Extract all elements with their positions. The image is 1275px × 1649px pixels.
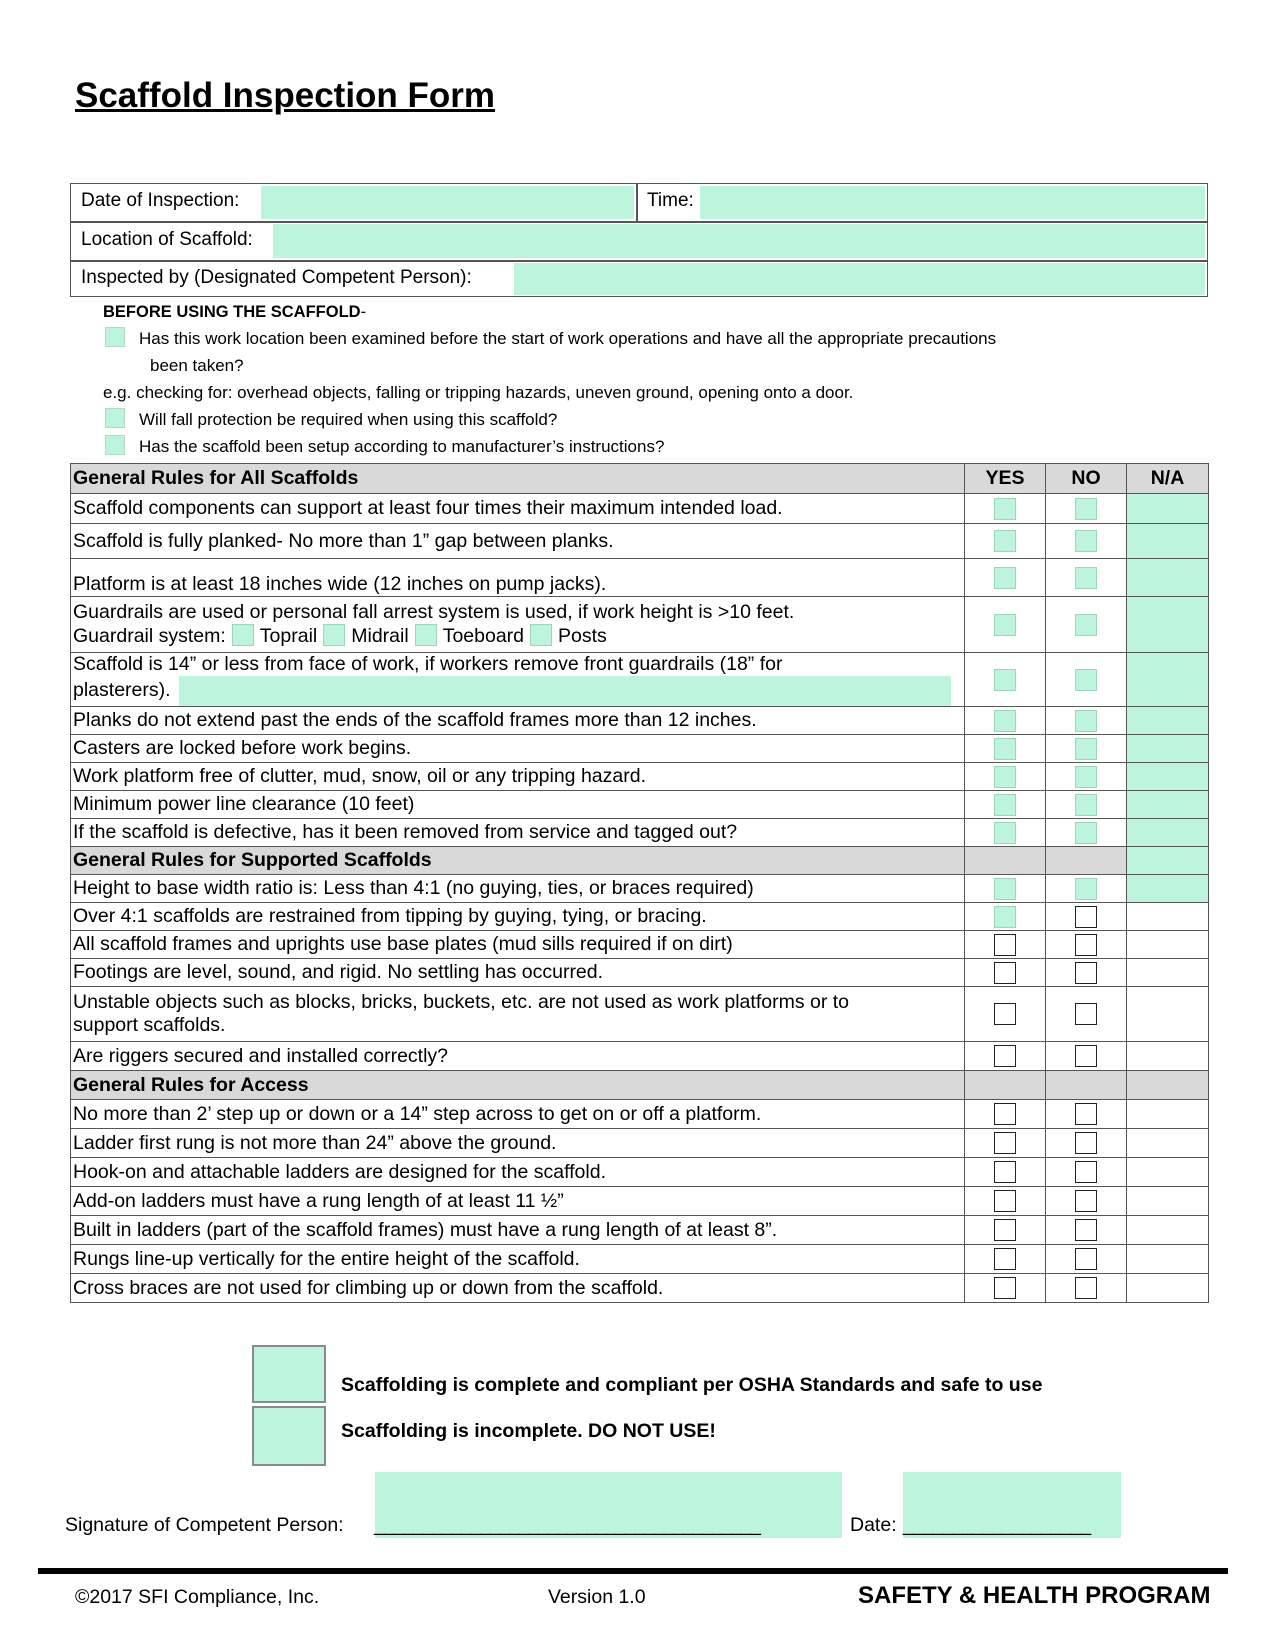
face-of-work-line2-wrap <box>73 676 962 706</box>
yes-checkbox[interactable] <box>994 1045 1016 1067</box>
date-line: ___________________ <box>903 1514 1091 1536</box>
table-row <box>71 819 1209 847</box>
na-cell[interactable] <box>1127 1042 1209 1071</box>
footer-version: Version 1.0 <box>548 1586 646 1608</box>
no-checkbox[interactable] <box>1075 962 1097 984</box>
row-label: Scaffold components can support at least four times their maximum intended load. <box>71 494 965 524</box>
col-yes: YES <box>965 464 1046 494</box>
inspector-label: Inspected by (Designated Competent Person): <box>81 267 472 288</box>
na-field[interactable] <box>1127 707 1209 735</box>
no-checkbox[interactable] <box>1075 794 1097 816</box>
page-title: Scaffold Inspection Form <box>75 76 496 115</box>
col-no: NO <box>1046 464 1127 494</box>
incomplete-checkbox[interactable] <box>252 1406 326 1466</box>
yes-checkbox[interactable] <box>994 1219 1016 1241</box>
na-cell[interactable] <box>1127 959 1209 987</box>
table-row <box>71 791 1209 819</box>
table-row <box>71 1216 1209 1245</box>
row-label: Built in ladders (part of the scaffold frames) must have a rung length of at least 8”. <box>71 1216 965 1245</box>
na-field[interactable] <box>1127 847 1209 875</box>
yes-checkbox[interactable] <box>994 614 1016 636</box>
section-access-heading: General Rules for Access <box>71 1071 965 1100</box>
row-label: Add-on ladders must have a rung length of at least 11 ½” <box>71 1187 965 1216</box>
footer-rule <box>38 1568 1228 1574</box>
no-checkbox[interactable] <box>1075 498 1097 520</box>
yes-checkbox[interactable] <box>994 669 1016 691</box>
section-row <box>71 1071 1209 1100</box>
yes-checkbox[interactable] <box>994 1132 1016 1154</box>
before-example: e.g. checking for: overhead objects, falling or tripping hazards, uneven ground, opening onto a door. <box>103 383 854 402</box>
yes-checkbox[interactable] <box>994 1161 1016 1183</box>
yes-checkbox[interactable] <box>994 738 1016 760</box>
midrail-checkbox[interactable] <box>323 624 345 646</box>
unstable-line1: Unstable objects such as blocks, bricks, buckets, etc. are not used as work platforms or to <box>73 991 850 1013</box>
toprail-checkbox[interactable] <box>232 624 254 646</box>
yes-checkbox[interactable] <box>994 530 1016 552</box>
date-label-bottom: Date: <box>850 1514 897 1536</box>
row-label: Height to base width ratio is: Less than 4:1 (no guying, ties, or braces required) <box>71 875 965 903</box>
table-row <box>71 1100 1209 1129</box>
no-checkbox[interactable] <box>1075 878 1097 900</box>
row-label: Are riggers secured and installed correctly? <box>71 1042 965 1071</box>
na-cell[interactable] <box>1127 987 1209 1042</box>
na-field[interactable] <box>1127 524 1209 559</box>
no-checkbox[interactable] <box>1075 1045 1097 1067</box>
table-row <box>71 707 1209 735</box>
guardrail-system-options <box>73 624 962 648</box>
table-row <box>71 1274 1209 1303</box>
table-row <box>71 1245 1209 1274</box>
date-label: Date of Inspection: <box>81 190 240 211</box>
na-cell[interactable] <box>1127 903 1209 931</box>
yes-checkbox[interactable] <box>994 794 1016 816</box>
no-checkbox[interactable] <box>1075 567 1097 589</box>
yes-checkbox[interactable] <box>994 766 1016 788</box>
row-label: Casters are locked before work begins. <box>71 735 965 763</box>
na-field[interactable] <box>1127 559 1209 597</box>
guardrail-line1: Guardrails are used or personal fall arrest system is used, if work height is >10 feet. <box>73 601 795 623</box>
before-q3: Has the scaffold been setup according to manufacturer’s instructions? <box>139 437 665 456</box>
no-checkbox[interactable] <box>1075 1103 1097 1125</box>
time-label: Time: <box>647 190 694 211</box>
time-field[interactable] <box>700 186 1205 219</box>
no-checkbox[interactable] <box>1075 1161 1097 1183</box>
midrail-label: Midrail <box>351 625 409 647</box>
footer-copyright: ©2017 SFI Compliance, Inc. <box>75 1586 320 1608</box>
table-row <box>71 597 1209 653</box>
location-label: Location of Scaffold: <box>81 229 253 250</box>
table-row <box>71 1042 1209 1071</box>
row-label: If the scaffold is defective, has it been removed from service and tagged out? <box>71 819 965 847</box>
face-of-work-line2: plasterers). <box>73 679 171 702</box>
row-label: Planks do not extend past the ends of the scaffold frames more than 12 inches. <box>71 707 965 735</box>
section-general-heading: General Rules for All Scaffolds <box>71 464 965 494</box>
table-row <box>71 1187 1209 1216</box>
table-row <box>71 735 1209 763</box>
na-cell[interactable] <box>1127 1216 1209 1245</box>
yes-checkbox[interactable] <box>994 1103 1016 1125</box>
no-checkbox[interactable] <box>1075 1132 1097 1154</box>
na-cell[interactable] <box>1127 931 1209 959</box>
no-checkbox[interactable] <box>1075 766 1097 788</box>
na-cell[interactable] <box>1127 1100 1209 1129</box>
na-field[interactable] <box>1127 763 1209 791</box>
na-field[interactable] <box>1127 494 1209 524</box>
yes-checkbox[interactable] <box>994 878 1016 900</box>
yes-checkbox[interactable] <box>994 710 1016 732</box>
checklist-table <box>70 463 1209 1303</box>
na-field[interactable] <box>1127 735 1209 763</box>
table-row <box>71 763 1209 791</box>
before-q3-checkbox[interactable] <box>105 435 125 455</box>
row-label: All scaffold frames and uprights use base plates (mud sills required if on dirt) <box>71 931 965 959</box>
footer-program: SAFETY & HEALTH PROGRAM <box>858 1582 1211 1609</box>
na-cell[interactable] <box>1127 1245 1209 1274</box>
table-row <box>71 931 1209 959</box>
guardrail-system-label: Guardrail system: <box>73 625 226 647</box>
table-row <box>71 987 1209 1042</box>
table-row <box>71 903 1209 931</box>
col-na: N/A <box>1127 464 1209 494</box>
row-label: Work platform free of clutter, mud, snow, oil or any tripping hazard. <box>71 763 965 791</box>
signature-label: Signature of Competent Person: <box>65 1514 344 1536</box>
yes-checkbox[interactable] <box>994 906 1016 928</box>
posts-checkbox[interactable] <box>530 624 552 646</box>
section-row <box>71 847 1209 875</box>
table-row <box>71 494 1209 524</box>
yes-checkbox[interactable] <box>994 962 1016 984</box>
no-checkbox[interactable] <box>1075 934 1097 956</box>
yes-checkbox[interactable] <box>994 1277 1016 1299</box>
no-checkbox[interactable] <box>1075 530 1097 552</box>
inspector-field[interactable] <box>514 263 1205 295</box>
before-heading: BEFORE USING THE SCAFFOLD- <box>103 303 367 321</box>
yes-checkbox[interactable] <box>994 498 1016 520</box>
row-label: Minimum power line clearance (10 feet) <box>71 791 965 819</box>
na-cell[interactable] <box>1127 1187 1209 1216</box>
row-label: Platform is at least 18 inches wide (12 inches on pump jacks). <box>71 559 965 597</box>
no-checkbox[interactable] <box>1075 669 1097 691</box>
complete-label: Scaffolding is complete and compliant per OSHA Standards and safe to use <box>341 1374 1043 1396</box>
no-checkbox[interactable] <box>1075 614 1097 636</box>
before-q2-checkbox[interactable] <box>105 408 125 428</box>
row-label-face-of-work <box>71 653 965 707</box>
location-field[interactable] <box>273 224 1205 258</box>
row-label: Over 4:1 scaffolds are restrained from tipping by guying, tying, or bracing. <box>71 903 965 931</box>
yes-checkbox[interactable] <box>994 1248 1016 1270</box>
face-of-work-notes-field[interactable] <box>179 676 951 706</box>
no-checkbox[interactable] <box>1075 822 1097 844</box>
row-label: Rungs line-up vertically for the entire height of the scaffold. <box>71 1245 965 1274</box>
na-field[interactable] <box>1127 791 1209 819</box>
table-row <box>71 1129 1209 1158</box>
no-checkbox[interactable] <box>1075 1277 1097 1299</box>
yes-checkbox[interactable] <box>994 567 1016 589</box>
section-supported-heading: General Rules for Supported Scaffolds <box>71 847 965 875</box>
table-row <box>71 653 1209 707</box>
table-row <box>71 875 1209 903</box>
row-label: Scaffold is fully planked- No more than 1” gap between planks. <box>71 524 965 559</box>
row-label: Footings are level, sound, and rigid. No settling has occurred. <box>71 959 965 987</box>
yes-checkbox[interactable] <box>994 822 1016 844</box>
row-label: Cross braces are not used for climbing up or down from the scaffold. <box>71 1274 965 1303</box>
incomplete-label: Scaffolding is incomplete. DO NOT USE! <box>341 1420 716 1442</box>
table-row <box>71 524 1209 559</box>
row-label: Ladder first rung is not more than 24” above the ground. <box>71 1129 965 1158</box>
before-q1-checkbox[interactable] <box>105 327 125 347</box>
table-header-row <box>71 464 1209 494</box>
na-field[interactable] <box>1127 653 1209 707</box>
no-checkbox[interactable] <box>1075 1003 1097 1025</box>
na-field[interactable] <box>1127 819 1209 847</box>
complete-checkbox[interactable] <box>252 1345 326 1403</box>
na-cell[interactable] <box>1127 1129 1209 1158</box>
row-label: Hook-on and attachable ladders are designed for the scaffold. <box>71 1158 965 1187</box>
toeboard-label: Toeboard <box>442 625 525 647</box>
date-field[interactable] <box>261 186 634 219</box>
toeboard-checkbox[interactable] <box>415 624 437 646</box>
before-q1-line2: been taken? <box>150 356 244 375</box>
na-field[interactable] <box>1127 597 1209 653</box>
yes-checkbox[interactable] <box>994 1003 1016 1025</box>
signature-line: ________________________________________ <box>374 1514 760 1536</box>
no-checkbox[interactable] <box>1075 1219 1097 1241</box>
na-cell[interactable] <box>1127 1274 1209 1303</box>
row-label-guardrails <box>71 597 965 653</box>
na-field[interactable] <box>1127 875 1209 903</box>
posts-label: Posts <box>558 625 607 647</box>
unstable-line2: support scaffolds. <box>73 1014 226 1036</box>
before-q1-line1: Has this work location been examined before the start of work operations and have all the appropriate precautions <box>139 329 997 348</box>
no-checkbox[interactable] <box>1075 710 1097 732</box>
row-label-unstable-objects <box>71 987 965 1042</box>
toprail-label: Toprail <box>259 625 318 647</box>
yes-checkbox[interactable] <box>994 1190 1016 1212</box>
no-checkbox[interactable] <box>1075 1248 1097 1270</box>
na-cell[interactable] <box>1127 1158 1209 1187</box>
yes-checkbox[interactable] <box>994 934 1016 956</box>
table-row <box>71 959 1209 987</box>
no-checkbox[interactable] <box>1075 1190 1097 1212</box>
before-q2: Will fall protection be required when using this scaffold? <box>139 410 558 429</box>
row-label: No more than 2’ step up or down or a 14” step across to get on or off a platform. <box>71 1100 965 1129</box>
table-row <box>71 559 1209 597</box>
no-checkbox[interactable] <box>1075 738 1097 760</box>
table-row <box>71 1158 1209 1187</box>
face-of-work-line1: Scaffold is 14” or less from face of work, if workers remove front guardrails (18” for <box>73 653 783 675</box>
no-checkbox[interactable] <box>1075 906 1097 928</box>
inspection-header <box>70 183 1208 297</box>
